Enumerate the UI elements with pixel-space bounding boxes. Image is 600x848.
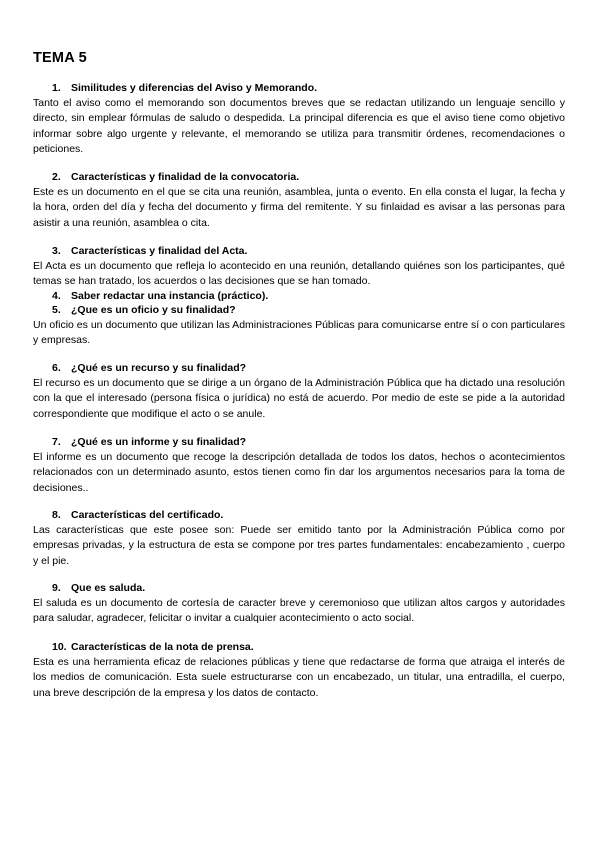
section-body: El saluda es un documento de cortesía de caracter breve y ceremonioso que utilizan altos cargos y autoridades para saludar, agradecer, felicitar o invitar a cualquier acontecimiento o acto social. [33,597,565,625]
section-number: 7. [52,436,61,448]
section-heading-text: Características y finalidad de la convocatoria. [71,171,300,183]
section-heading-text: Características de la nota de prensa. [71,641,254,653]
section-5 [33,303,565,349]
section-heading-text: Saber redactar una instancia (práctico). [71,290,269,302]
section-heading [52,170,565,184]
section-number: 8. [52,509,61,521]
section-body: Este es un documento en el que se cita una reunión, asamblea, junta o evento. En ella consta el lugar, la fecha y la hora, orden del día y fecha del documento y firma del remitente. Y su finlaidad es avisar a las personas para asistir a una reunión, asamblea o cita. [33,186,565,229]
section-heading [52,81,565,95]
section-body: El recurso es un documento que se dirige a un órgano de la Administración Pública que ha dictado una resolución con la que el interesado (persona física o jurídica) no está de acuerdo. Por medio de este se pide a la autoridad correspondiente que modifique el acto o se anule. [33,377,565,420]
section-heading [52,361,565,375]
section-heading [52,289,565,303]
section-2 [33,170,565,231]
section-number: 1. [52,82,61,94]
section-number: 9. [52,582,61,594]
section-body: Esta es una herramienta eficaz de relaciones públicas y tiene que redactarse de forma que atraiga el interés de los medios de comunicación. Esta suele estructurarse con un encabezado, un titular, una entradilla, el cuerpo, una breve descripción de la empresa y los datos de contacto. [33,656,565,699]
section-body: Tanto el aviso como el memorando son documentos breves que se redactan utilizando un lenguaje sencillo y directo, sin emplear fórmulas de saludo o despedida. La principal diferencia es que el aviso tiene como objetivo informar sobre algo urgente y relevante, el memorando se utiliza para transmitir órdenes, recomendaciones o peticiones. [33,97,565,155]
section-heading-text: ¿Que es un oficio y su finalidad? [71,304,236,316]
section-heading [52,581,565,595]
section-3 [33,244,565,290]
page-title: TEMA 5 [33,50,87,66]
section-6 [33,361,565,422]
section-heading [52,435,565,449]
section-heading-text: ¿Qué es un informe y su finalidad? [71,436,247,448]
section-heading [52,244,565,258]
section-number: 4. [52,290,61,302]
section-body: Las características que este posee son: Puede ser emitido tanto por la Administración Pública como por empresas privadas, y la estructura de esta se compone por tres partes fundamentales: encabezamiento , cuerpo y el pie. [33,524,565,567]
section-body: El Acta es un documento que refleja lo acontecido en una reunión, detallando quiénes son los participantes, qué temas se han tratado, los acuerdos o las decisiones que se han tomado. [33,260,565,288]
section-heading-text: Características del certificado. [71,509,224,521]
section-number: 10. [52,641,67,653]
section-heading-text: Características y finalidad del Acta. [71,245,248,257]
section-8 [33,508,565,569]
section-heading-text: ¿Qué es un recurso y su finalidad? [71,362,247,374]
section-10 [33,640,565,701]
section-9 [33,581,565,627]
section-number: 5. [52,304,61,316]
section-7 [33,435,565,496]
section-number: 3. [52,245,61,257]
section-4 [33,289,565,304]
section-heading [52,508,565,522]
section-heading [52,640,565,654]
section-heading-text: Similitudes y diferencias del Aviso y Memorando. [71,82,318,94]
section-heading-text: Que es saluda. [71,582,146,594]
section-number: 6. [52,362,61,374]
section-body: El informe es un documento que recoge la descripción detallada de todos los datos, hechos o acontecimientos relacionados con un determinado asunto, estos tienen como fin dar los argumentos necesarios para la toma de decisiones.. [33,451,565,494]
section-heading [52,303,565,317]
section-body: Un oficio es un documento que utilizan las Administraciones Públicas para comunicarse entre sí o con particulares y empresas. [33,319,565,347]
section-1 [33,81,565,157]
section-number: 2. [52,171,61,183]
